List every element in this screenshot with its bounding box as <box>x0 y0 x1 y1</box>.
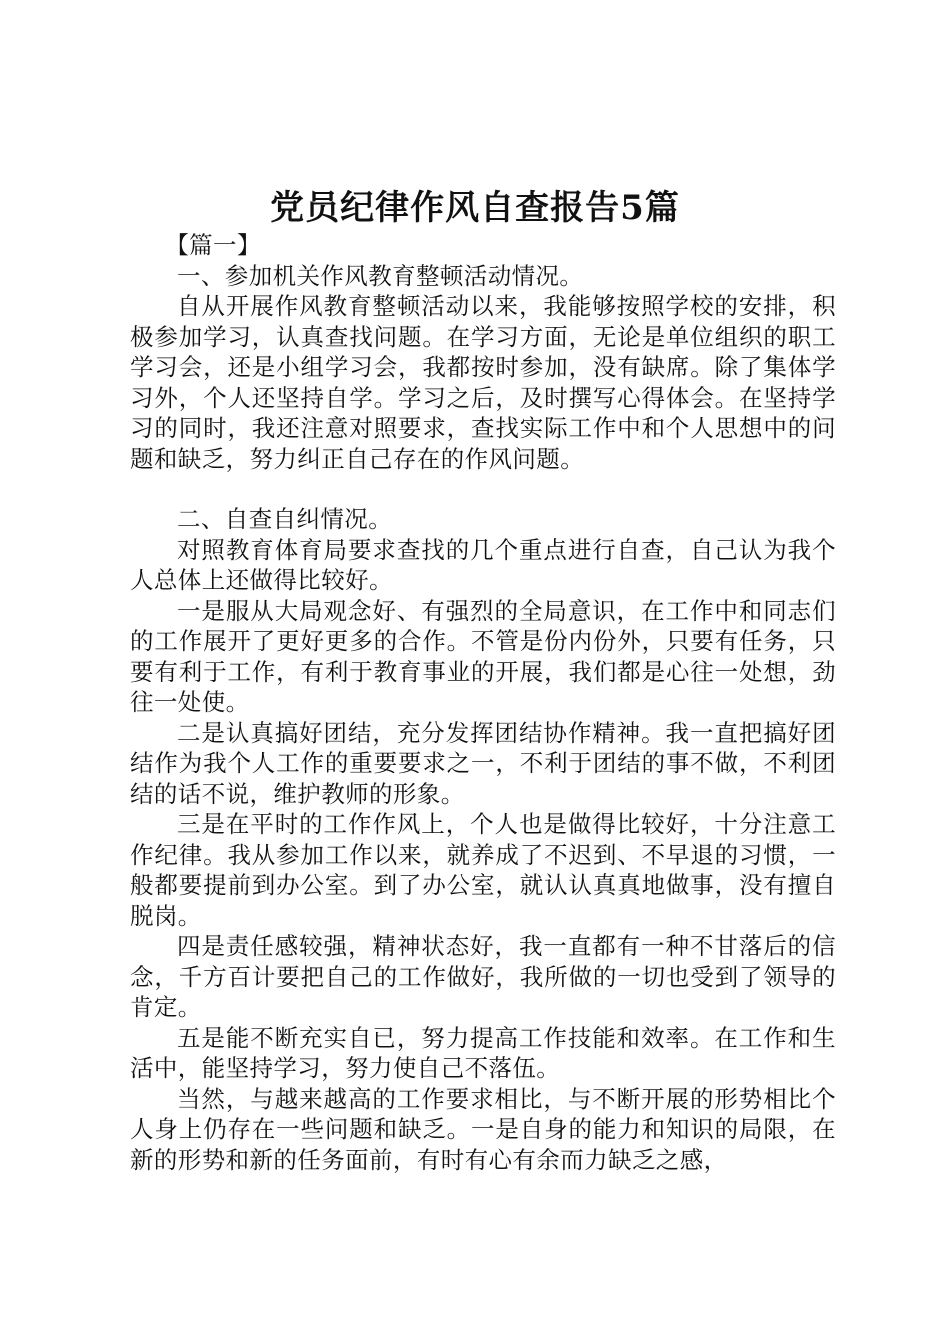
document-title: 党员纪律作风自查报告5篇 <box>270 188 680 228</box>
section-heading-1: 一、参加机关作风教育整顿活动情况。 <box>177 261 584 290</box>
paragraph: 一是服从大局观念好、有强烈的全局意识，在工作中和同志们的工作展开了更好更多的合作。不管是份内份外，只要有任务，只要有利于工作，有利于教育事业的开展，我们都是心往一处想，劲往一处使。 <box>130 596 836 716</box>
paragraph: 四是责任感较强，精神状态好，我一直都有一种不甘落后的信念，千方百计要把自己的工作做好，我所做的一切也受到了领导的肯定。 <box>130 932 836 1021</box>
section-tag: 【篇一】 <box>165 231 261 259</box>
paragraph: 二是认真搞好团结，充分发挥团结协作精神。我一直把搞好团结作为我个人工作的重要要求之一，不利于团结的事不做，不利团结的话不说，维护教师的形象。 <box>130 718 836 808</box>
paragraph: 对照教育体育局要求查找的几个重点进行自查，自己认为我个人总体上还做得比较好。 <box>130 535 836 594</box>
paragraph: 五是能不断充实自已，努力提高工作技能和效率。在工作和生活中，能坚持学习，努力使自己不落伍。 <box>130 1023 836 1082</box>
document-body <box>130 230 836 1175</box>
paragraph: 当然，与越来越高的工作要求相比，与不断开展的形势相比个人身上仍存在一些问题和缺乏。一是自身的能力和知识的局限，在新的形势和新的任务面前，有时有心有余而力缺乏之感， <box>130 1084 836 1174</box>
paragraph: 自从开展作风教育整顿活动以来，我能够按照学校的安排，积极参加学习，认真查找问题。在学习方面，无论是单位组织的职工学习会，还是小组学习会，我都按时参加，没有缺席。除了集体学习外，个人还坚持自学。学习之后，及时撰写心得体会。在坚持学习的同时，我还注意对照要求，查找实际工作中和个人思想中的问题和缺乏，努力纠正自己存在的作风问题。 <box>130 292 836 473</box>
paragraph-gap <box>130 474 836 504</box>
section-heading-2: 二、自查自纠情况。 <box>177 505 393 533</box>
paragraph: 三是在平时的工作作风上，个人也是做得比较好，十分注意工作纪律。我从参加工作以来，就养成了不迟到、不早退的习惯，一般都要提前到办公室。到了办公室，就认认真真地做事，没有擅自脱岗。 <box>130 810 836 930</box>
